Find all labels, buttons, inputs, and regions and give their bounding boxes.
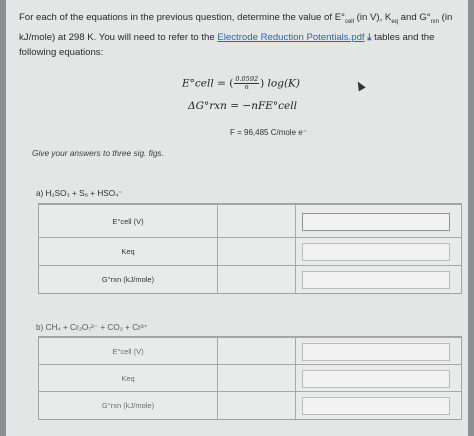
answer-table-a [38, 203, 462, 294]
row-label-keq: Keq [121, 374, 135, 383]
grxn-b-input[interactable] [302, 397, 450, 415]
table-row [39, 337, 461, 365]
rxn-subscript: rxn [430, 18, 439, 25]
right-shadow [468, 0, 474, 436]
eq1-lhs: E°cell [182, 77, 214, 90]
grxn-a-input[interactable] [302, 271, 450, 289]
sig-figs-instruction: Give your answers to three sig. figs. [32, 148, 164, 158]
eq1-rhs: log(K) [267, 77, 300, 90]
question-intro [19, 10, 459, 60]
intro-text-3: and G° [398, 12, 431, 23]
eq-subscript: eq [391, 18, 398, 25]
nernst-equation: E°cell = ( $\frac{0.0592}{n}$) log(K) [182, 75, 300, 91]
intro-text-1: For each of the equations in the previous question, determine the value of E° [19, 12, 345, 23]
table-row [39, 265, 461, 294]
intro-text-5: tables and the following equations: [19, 31, 435, 58]
download-icon[interactable]: ⤓ [367, 31, 372, 43]
cell-subscript: cell [344, 18, 354, 25]
table-row [39, 364, 461, 392]
keq-a-input[interactable] [302, 243, 450, 261]
answer-table-b [38, 336, 462, 420]
mouse-cursor-icon [354, 80, 365, 92]
row-label-grxn: G°rxn (kJ/mole) [101, 401, 155, 410]
row-label-ecell: E°cell (V) [112, 347, 144, 356]
intro-text-2: (in V), K [353, 12, 392, 23]
eq2-rhs: = −nFE°cell [230, 100, 297, 112]
gibbs-equation [188, 100, 297, 112]
ecell-b-input[interactable] [302, 343, 450, 361]
electrode-potentials-link[interactable]: Electrode Reduction Potentials.pdf [217, 31, 365, 43]
intro-text-4: (in kJ/mole) at 298 K. You will need to refer to the [19, 12, 453, 43]
eq1-denominator: n [244, 83, 249, 91]
table-row [39, 391, 461, 420]
eq1-equals: = [217, 77, 226, 90]
ecell-a-input[interactable] [302, 213, 450, 231]
keq-b-input[interactable] [302, 370, 450, 388]
row-label-keq: Keq [121, 247, 135, 256]
row-label-ecell: E°cell (V) [112, 217, 144, 226]
table-row [39, 237, 461, 266]
table-row [39, 204, 461, 238]
row-label-grxn: G°rxn (kJ/mole) [101, 275, 155, 284]
reaction-a: a) H₂SO₃ + S₈ + HSO₄⁻ [36, 189, 123, 198]
eq1-numerator: 0.0592 [235, 75, 259, 83]
question-page [6, 0, 468, 436]
eq1-fraction [234, 76, 259, 91]
eq2-lhs: ΔG°rxn [188, 100, 227, 112]
reaction-b: b) CH₄ + Cr₂O₇²⁻ + CO₂ + Cr³⁺ [36, 323, 148, 332]
faraday-constant: F = 96,485 C/mole e⁻ [230, 128, 307, 137]
